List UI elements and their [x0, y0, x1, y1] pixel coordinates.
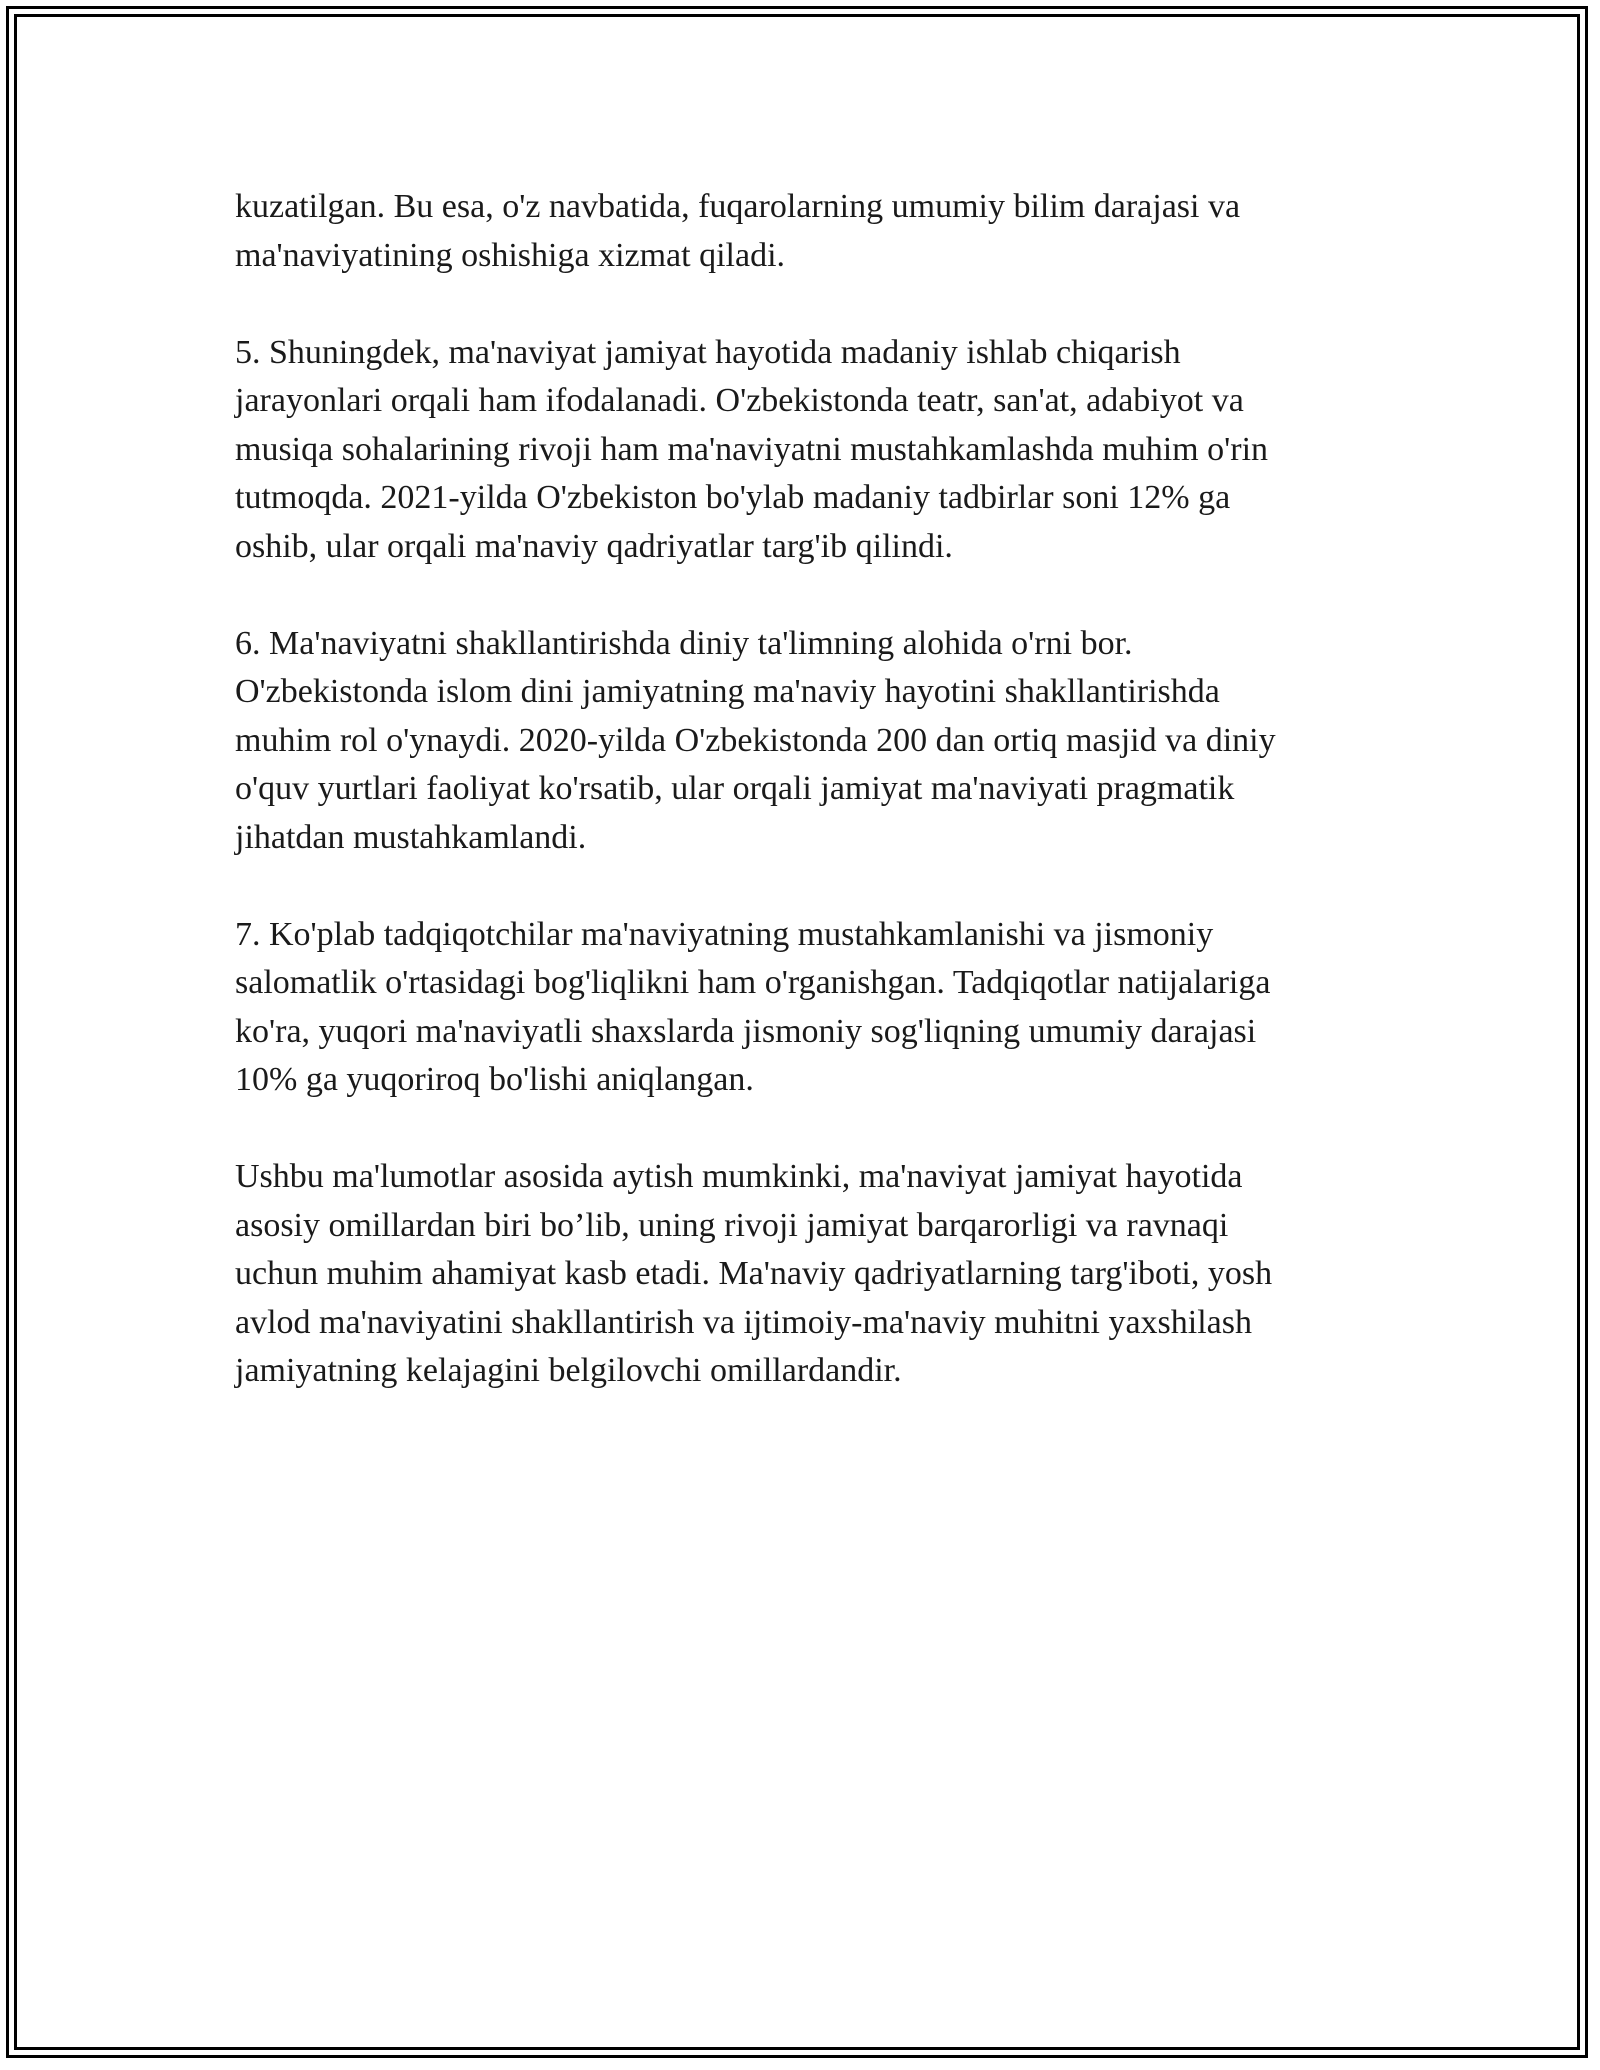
- paragraph-item-6: 6. Ma'naviyatni shakllantirishda diniy ta'limning alohida o'rni bor. O'zbekistonda islom dini jamiyatning ma'naviy hayotini shakllantirishda muhim rol o'ynaydi. 2020-yilda O'zbekistonda 200 dan ortiq masjid va diniy o'quv yurtlari faoliyat ko'rsatib, ular orqali jamiyat ma'naviyati pragmatik jihatdan mustahkamlandi.: [235, 624, 1276, 856]
- paragraph-conclusion: Ushbu ma'lumotlar asosida aytish mumkinki, ma'naviyat jamiyat hayotida asosiy omillardan biri bo’lib, uning rivoji jamiyat barqarorligi va ravnaqi uchun muhim ahamiyat kasb etadi. Ma'naviy qadriyatlarning targ'iboti, yosh avlod ma'naviyatini shakllantirish va ijtimoiy-ma'naviy muhitni yaxshilash jamiyatning kelajagini belgilovchi omillardandir.: [235, 1158, 1273, 1389]
- paragraph-continuation: kuzatilgan. Bu esa, o'z navbatida, fuqarolarning umumiy bilim darajasi va ma'naviyatining oshishiga xizmat qiladi.: [235, 188, 1241, 274]
- paragraph-item-5: 5. Shuningdek, ma'naviyat jamiyat hayotida madaniy ishlab chiqarish jarayonlari orqali ham ifodalanadi. O'zbekistonda teatr, san'at, adabiyot va musiqa sohalarining rivoji ham ma'naviyatni mustahkamlashda muhim o'rin tutmoqda. 2021-yilda O'zbekiston bo'ylab madaniy tadbirlar soni 12% ga oshib, ular orqali ma'naviy qadriyatlar targ'ib qilindi.: [235, 333, 1269, 565]
- paragraph-item-7: 7. Ko'plab tadqiqotchilar ma'naviyatning mustahkamlanishi va jismoniy salomatlik o'rtasidagi bog'liqlikni ham o'rganishgan. Tadqiqotlar natijalariga ko'ra, yuqori ma'naviyatli shaxslarda jismoniy sog'liqning umumiy darajasi 10% ga yuqoriroq bo'lishi aniqlangan.: [235, 915, 1271, 1098]
- document-body: [235, 183, 1375, 1444]
